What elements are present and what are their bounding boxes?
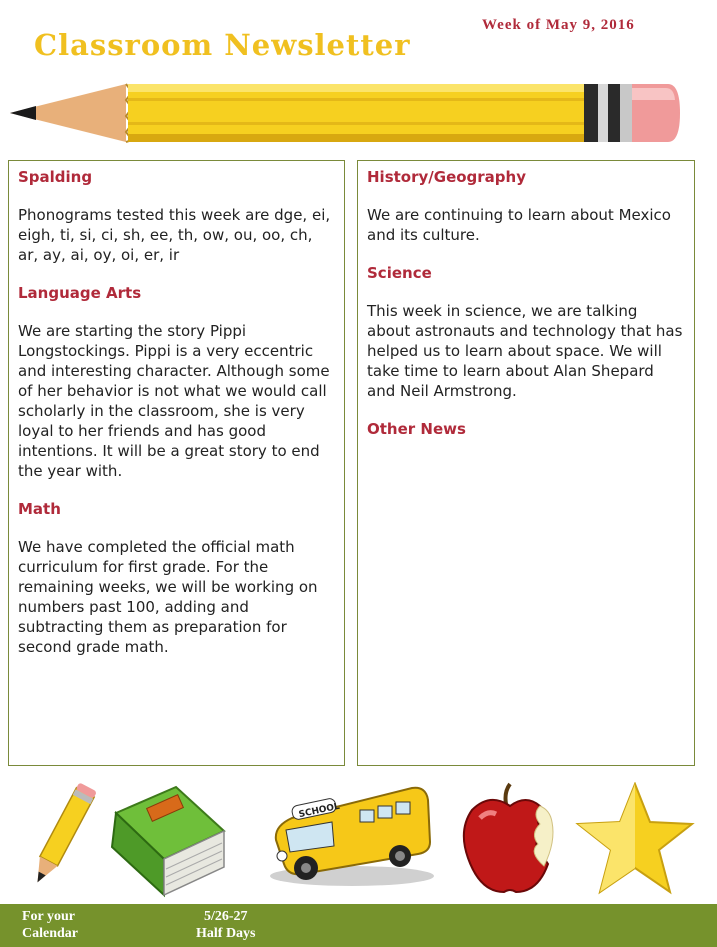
- pencil-icon: [20, 780, 100, 900]
- newsletter-date: Week of May 9, 2016: [482, 17, 635, 33]
- section-spalding: [18, 167, 335, 265]
- section-other-news: [367, 419, 685, 439]
- section-heading: Spalding: [18, 168, 93, 186]
- section-body: Phonograms tested this week are dge, ei, eigh, ti, si, ci, sh, ee, th, ow, ou, oo, ch, ar, ay, ai, oy, oi, er, ir: [18, 206, 331, 264]
- section-history-geography: [367, 167, 685, 245]
- section-heading: Language Arts: [18, 284, 142, 302]
- section-body: This week in science, we are talking about astronauts and technology that has helped us to learn about space. We will take time to learn about Alan Shepard and Neil Armstrong.: [367, 302, 683, 400]
- footer-calendar-bar: [0, 904, 717, 947]
- school-bus-icon: [262, 780, 438, 890]
- section-body: We are starting the story Pippi Longstockings. Pippi is a very eccentric and interesting character. Although some of her behavior is not what we would call scholarly in the classroom, she is very loyal to her friends and has good intentions. It will be a great story to end the year with.: [18, 322, 330, 480]
- right-column: [357, 160, 695, 766]
- star-icon: [574, 782, 696, 898]
- svg-text:SCHOOL: SCHOOL: [297, 801, 341, 821]
- section-math: [18, 499, 335, 657]
- left-column: [8, 160, 345, 766]
- calendar-event-date: 5/26-27: [203, 909, 248, 924]
- section-body: We have completed the official math curriculum for first grade. For the remaining weeks, we will be working on numbers past 100, adding and subtracting them as preparation for second grade math.: [18, 538, 318, 656]
- calendar-event: [196, 908, 256, 942]
- section-language-arts: [18, 283, 335, 481]
- section-heading: Science: [367, 264, 432, 282]
- calendar-event-name: Half Days: [196, 926, 256, 941]
- newsletter-title: Classroom Newsletter: [34, 28, 411, 62]
- book-icon: [106, 783, 230, 899]
- section-body: We are continuing to learn about Mexico and its culture.: [367, 206, 671, 244]
- section-heading: Other News: [367, 420, 466, 438]
- apple-icon: [460, 782, 560, 898]
- section-heading: History/Geography: [367, 168, 526, 186]
- section-science: [367, 263, 685, 401]
- calendar-label: For your Calendar: [22, 909, 78, 941]
- pencil-banner-icon: [8, 80, 683, 146]
- section-heading: Math: [18, 500, 61, 518]
